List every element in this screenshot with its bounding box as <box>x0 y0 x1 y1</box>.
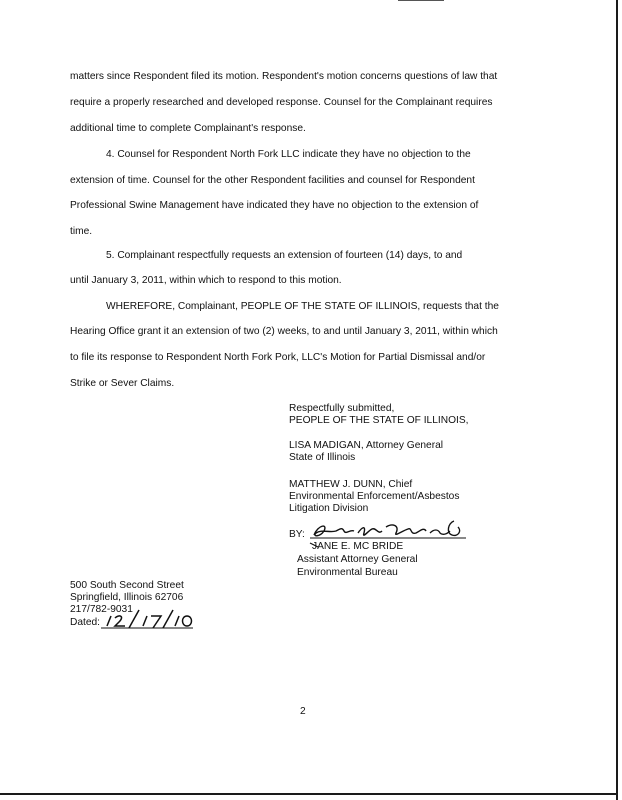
signer-name: JANE E. MC BRIDE <box>312 541 404 552</box>
body-line: time. <box>70 226 93 237</box>
attorney-general-name: LISA MADIGAN, Attorney General <box>289 440 444 451</box>
body-line: require a properly researched and developed response. Counsel for the Complainant requires <box>70 97 493 108</box>
address-street: 500 South Second Street <box>70 580 184 591</box>
body-line: additional time to complete Complainant's response. <box>70 123 306 134</box>
body-line: extension of time. Counsel for the other Respondent facilities and counsel for Respondent <box>70 175 475 186</box>
scan-edge-bottom <box>0 793 618 795</box>
address-phone: 217/782-9031 <box>70 604 133 615</box>
dated-label: Dated: <box>70 617 101 628</box>
page-number: 2 <box>300 706 306 717</box>
body-line: WHEREFORE, Complainant, PEOPLE OF THE STATE OF ILLINOIS, requests that the <box>106 301 499 312</box>
chief-name: MATTHEW J. DUNN, Chief <box>289 479 413 490</box>
by-label: BY: <box>289 529 305 540</box>
body-line: matters since Respondent filed its motion. Respondent's motion concerns questions of law that <box>70 71 498 82</box>
state-name: State of Illinois <box>289 452 356 463</box>
body-line: Hearing Office grant it an extension of two (2) weeks, to and until January 3, 2011, within which <box>70 326 498 337</box>
body-line: to file its response to Respondent North Fork Pork, LLC's Motion for Partial Dismissal and/or <box>70 352 486 363</box>
body-line: 4. Counsel for Respondent North Fork LLC indicate they have no objection to the <box>106 149 471 160</box>
signer-title: Assistant Attorney General <box>297 554 418 565</box>
body-line: until January 3, 2011, within which to respond to this motion. <box>70 275 342 286</box>
body-line: Strike or Sever Claims. <box>70 378 175 389</box>
closing-text: Respectfully submitted, <box>289 403 395 414</box>
handwritten-date <box>101 606 197 634</box>
chief-division-line: Environmental Enforcement/Asbestos <box>289 491 460 502</box>
chief-division-line: Litigation Division <box>289 503 369 514</box>
scan-edge-right <box>616 0 618 800</box>
body-line: Professional Swine Management have indicated they have no objection to the extension of <box>70 200 479 211</box>
signer-bureau: Environmental Bureau <box>297 567 398 578</box>
address-city: Springfield, Illinois 62706 <box>70 592 184 603</box>
body-line: 5. Complainant respectfully requests an extension of fourteen (14) days, to and <box>106 250 463 261</box>
scan-edge-mark <box>398 0 444 1</box>
party-name: PEOPLE OF THE STATE OF ILLINOIS, <box>289 415 469 426</box>
